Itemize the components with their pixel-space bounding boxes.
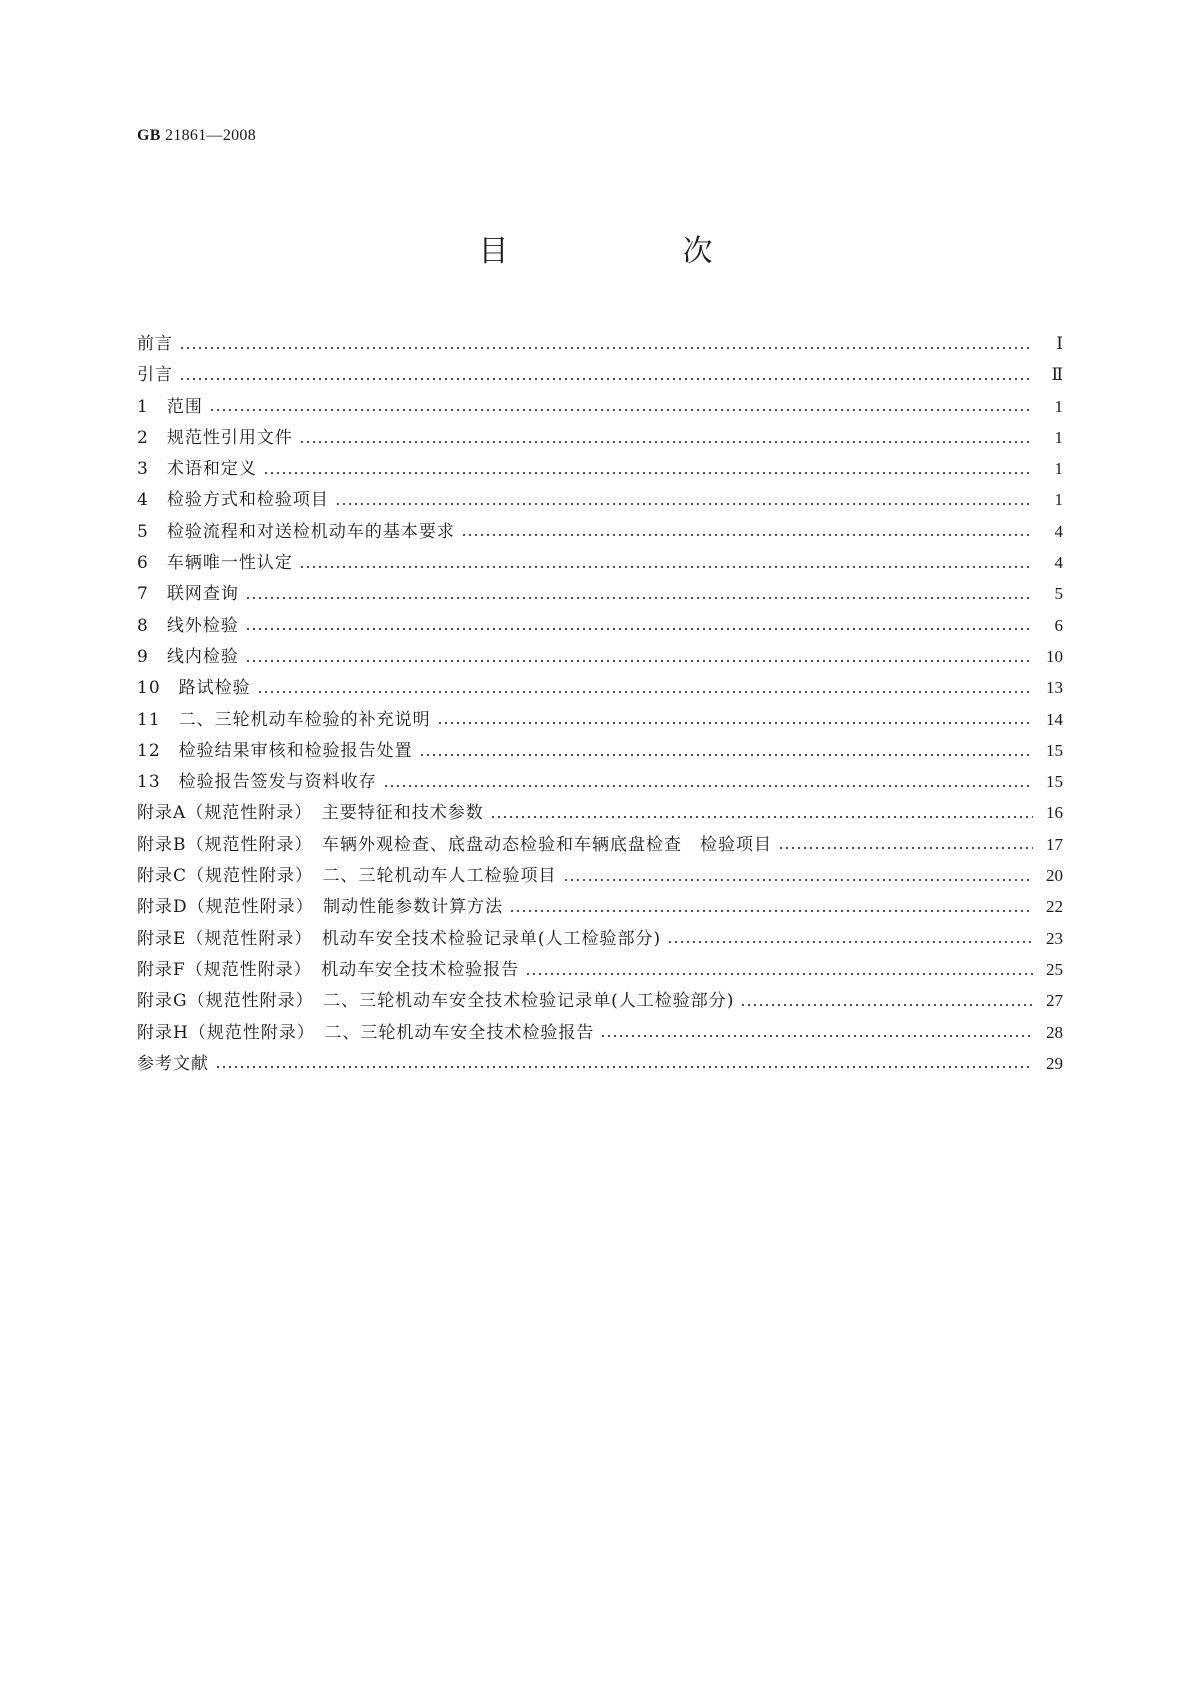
toc-entry-page: 29 — [1046, 1053, 1063, 1073]
standard-prefix: GB — [137, 127, 161, 144]
toc-dot-leader — [245, 623, 1033, 633]
toc-entry-label: 引言 — [137, 365, 173, 386]
toc-entry[interactable] — [137, 1049, 1063, 1080]
toc-entry-label: 11 二、三轮机动车检验的补充说明 — [137, 709, 431, 730]
toc-dot-leader — [437, 717, 1033, 727]
toc-entry-label: 8 线外检验 — [137, 615, 239, 636]
toc-entry-page: 22 — [1046, 897, 1063, 917]
toc-entry[interactable] — [137, 454, 1063, 485]
toc-entry-page: 1 — [1054, 459, 1063, 479]
toc-dot-leader — [419, 749, 1033, 759]
toc-entry-page: 25 — [1046, 959, 1063, 979]
toc-entry[interactable] — [137, 892, 1063, 923]
toc-entry-page: 28 — [1046, 1022, 1063, 1042]
toc-entry-page: 15 — [1046, 740, 1063, 760]
toc-entry[interactable] — [137, 673, 1063, 704]
toc-entry-label: 附录C（规范性附录） 二、三轮机动车人工检验项目 — [137, 866, 557, 887]
toc-entry-label: 3 术语和定义 — [137, 459, 257, 480]
toc-entry-label: 2 规范性引用文件 — [137, 427, 293, 448]
toc-entry-label: 附录E（规范性附录） 机动车安全技术检验记录单(人工检验部分) — [137, 928, 662, 949]
toc-entry-page: 6 — [1054, 615, 1063, 635]
toc-entry-label: 10 路试检验 — [137, 678, 251, 699]
toc-entry[interactable] — [137, 423, 1063, 454]
toc-entry-page: 20 — [1046, 866, 1063, 886]
toc-entry-page: 17 — [1046, 834, 1063, 854]
toc-entry-page: 5 — [1054, 584, 1063, 604]
toc-entry-page: 14 — [1046, 709, 1063, 729]
toc-dot-leader — [179, 342, 1033, 352]
standard-number: 21861—2008 — [165, 127, 257, 144]
toc-entry-label: 附录H（规范性附录） 二、三轮机动车安全技术检验报告 — [137, 1022, 595, 1043]
toc-entry-page: 1 — [1054, 396, 1063, 416]
toc-dot-leader — [778, 842, 1033, 852]
toc-entry-label: 附录A（规范性附录） 主要特征和技术参数 — [137, 803, 484, 824]
toc-entry[interactable] — [137, 1018, 1063, 1049]
toc-entry-label: 13 检验报告签发与资料收存 — [137, 772, 377, 793]
toc-entry-label: 1 范围 — [137, 396, 203, 417]
toc-entry[interactable] — [137, 392, 1063, 423]
toc-entry-page: 16 — [1046, 803, 1063, 823]
toc-entry-label: 7 联网查询 — [137, 584, 239, 605]
toc-dot-leader — [740, 999, 1033, 1009]
toc-entry[interactable] — [137, 579, 1063, 610]
toc-entry-page: 23 — [1046, 928, 1063, 948]
toc-entry-label: 5 检验流程和对送检机动车的基本要求 — [137, 521, 455, 542]
toc-entry-page: Ⅰ — [1056, 334, 1063, 353]
toc-entry[interactable] — [137, 955, 1063, 986]
standard-code — [137, 127, 256, 145]
toc-entry[interactable] — [137, 861, 1063, 892]
toc-entry-page: 1 — [1054, 490, 1063, 510]
toc-entry-page: 4 — [1054, 553, 1063, 573]
toc-entry-page: 4 — [1054, 521, 1063, 541]
toc-entry[interactable] — [137, 924, 1063, 955]
toc-dot-leader — [461, 529, 1033, 539]
toc-dot-leader — [525, 968, 1033, 978]
toc-dot-leader — [383, 780, 1033, 790]
toc-dot-leader — [263, 467, 1033, 477]
toc-title: 目 次 — [478, 234, 785, 269]
toc-entry[interactable] — [137, 611, 1063, 642]
toc-entry-page: 15 — [1046, 772, 1063, 792]
toc-entry[interactable] — [137, 767, 1063, 798]
toc-dot-leader — [179, 373, 1033, 383]
toc-entry[interactable] — [137, 642, 1063, 673]
toc-entry[interactable] — [137, 736, 1063, 767]
toc-entry-label: 6 车辆唯一性认定 — [137, 553, 293, 574]
toc-entry-page: Ⅱ — [1051, 365, 1063, 385]
toc-dot-leader — [245, 592, 1033, 602]
toc-entry-label: 附录G（规范性附录） 二、三轮机动车安全技术检验记录单(人工检验部分) — [137, 991, 735, 1012]
toc-entry-label: 附录B（规范性附录） 车辆外观检查、底盘动态检验和车辆底盘检查 检验项目 — [137, 834, 772, 855]
toc-entry-label: 4 检验方式和检验项目 — [137, 490, 329, 511]
toc-entry[interactable] — [137, 485, 1063, 516]
toc-entry-label: 12 检验结果审核和检验报告处置 — [137, 740, 413, 761]
toc-dot-leader — [299, 561, 1033, 571]
toc-entry-page: 1 — [1054, 427, 1063, 447]
toc-dot-leader — [509, 905, 1033, 915]
toc-entry[interactable] — [137, 798, 1063, 829]
toc-entry-label: 附录F（规范性附录） 机动车安全技术检验报告 — [137, 959, 520, 980]
toc-entry[interactable] — [137, 986, 1063, 1017]
toc-entry-page: 13 — [1046, 678, 1063, 698]
toc-entry[interactable] — [137, 360, 1063, 391]
toc-dot-leader — [600, 1030, 1033, 1040]
toc-entry[interactable] — [137, 830, 1063, 861]
toc-entry-label: 9 线内检验 — [137, 646, 239, 667]
toc-dot-leader — [335, 498, 1033, 508]
table-of-contents — [137, 329, 1063, 1080]
toc-entry-page: 10 — [1046, 646, 1063, 666]
toc-dot-leader — [209, 404, 1033, 414]
toc-dot-leader — [245, 655, 1033, 665]
toc-entry-label: 参考文献 — [137, 1053, 209, 1074]
toc-entry-label: 前言 — [137, 334, 173, 354]
toc-entry[interactable] — [137, 329, 1063, 360]
toc-dot-leader — [563, 874, 1033, 884]
toc-entry-label: 附录D（规范性附录） 制动性能参数计算方法 — [137, 897, 504, 918]
toc-entry-page: 27 — [1046, 991, 1063, 1011]
toc-dot-leader — [299, 436, 1033, 446]
toc-entry[interactable] — [137, 548, 1063, 579]
toc-dot-leader — [490, 811, 1033, 821]
toc-dot-leader — [257, 686, 1033, 696]
toc-entry[interactable] — [137, 705, 1063, 736]
toc-entry[interactable] — [137, 517, 1063, 548]
toc-dot-leader — [215, 1061, 1033, 1071]
toc-dot-leader — [667, 936, 1033, 946]
